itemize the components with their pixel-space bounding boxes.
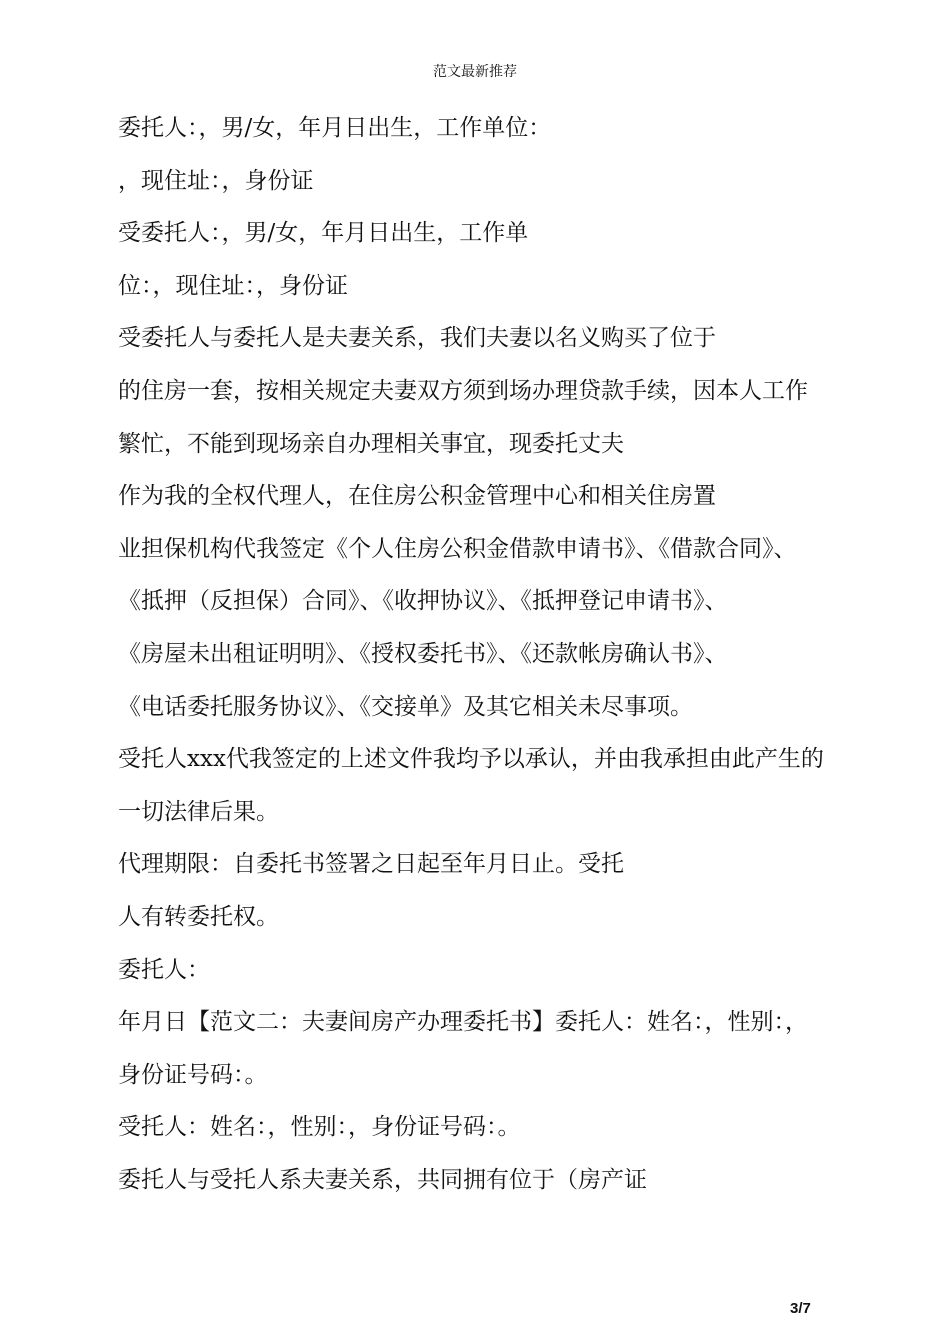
document-body: [118, 102, 858, 1206]
text-line: 身份证号码：。: [118, 1061, 268, 1088]
text-line: 的住房一套，按相关规定夫妻双方须到场办理贷款手续，因本人工作: [118, 377, 808, 404]
text-line: 《抵押（反担保）合同》、《收押协议》、《抵押登记申请书》、: [118, 588, 728, 615]
text-line: 作为我的全权代理人，在住房公积金管理中心和相关住房置: [118, 483, 716, 510]
text-line: 受托人xxx代我签定的上述文件我均予以承认，并由我承担由此产生的: [118, 746, 824, 773]
text-line: 《电话委托服务协议》、《交接单》及其它相关未尽事项。: [118, 693, 693, 720]
text-line: 位：，现住址：，身份证: [118, 272, 348, 299]
text-line: 繁忙，不能到现场亲自办理相关事宜，现委托丈夫: [118, 430, 624, 457]
text-line: 委托人：，男/女，年月日出生，工作单位：: [118, 115, 552, 141]
text-line: 年月日【范文二：夫妻间房产办理委托书】委托人：姓名：，性别：，: [118, 1009, 808, 1036]
text-line: 业担保机构代我签定《个人住房公积金借款申请书》、《借款合同》、: [118, 535, 797, 562]
page-header: 范文最新推荐: [433, 64, 517, 80]
text-line: 受委托人与委托人是夫妻关系，我们夫妻以名义购买了位于: [118, 325, 716, 352]
text-line: 一切法律后果。: [118, 798, 279, 825]
text-line: 《房屋未出租证明明》、《授权委托书》、《还款帐房确认书》、: [118, 640, 728, 667]
text-line: 受托人：姓名：，性别：，身份证号码：。: [118, 1114, 521, 1141]
page-number: 3/7: [790, 1300, 811, 1317]
text-line: 委托人：: [118, 956, 210, 983]
text-line: 受委托人：，男/女，年月日出生，工作单: [118, 220, 529, 247]
text-line: 委托人与受托人系夫妻关系，共同拥有位于（房产证: [118, 1166, 647, 1193]
text-line: 人有转委托权。: [118, 903, 279, 930]
text-line: 代理期限：自委托书签署之日起至年月日止。受托: [118, 851, 624, 878]
text-line: ，现住址：，身份证: [118, 167, 314, 194]
